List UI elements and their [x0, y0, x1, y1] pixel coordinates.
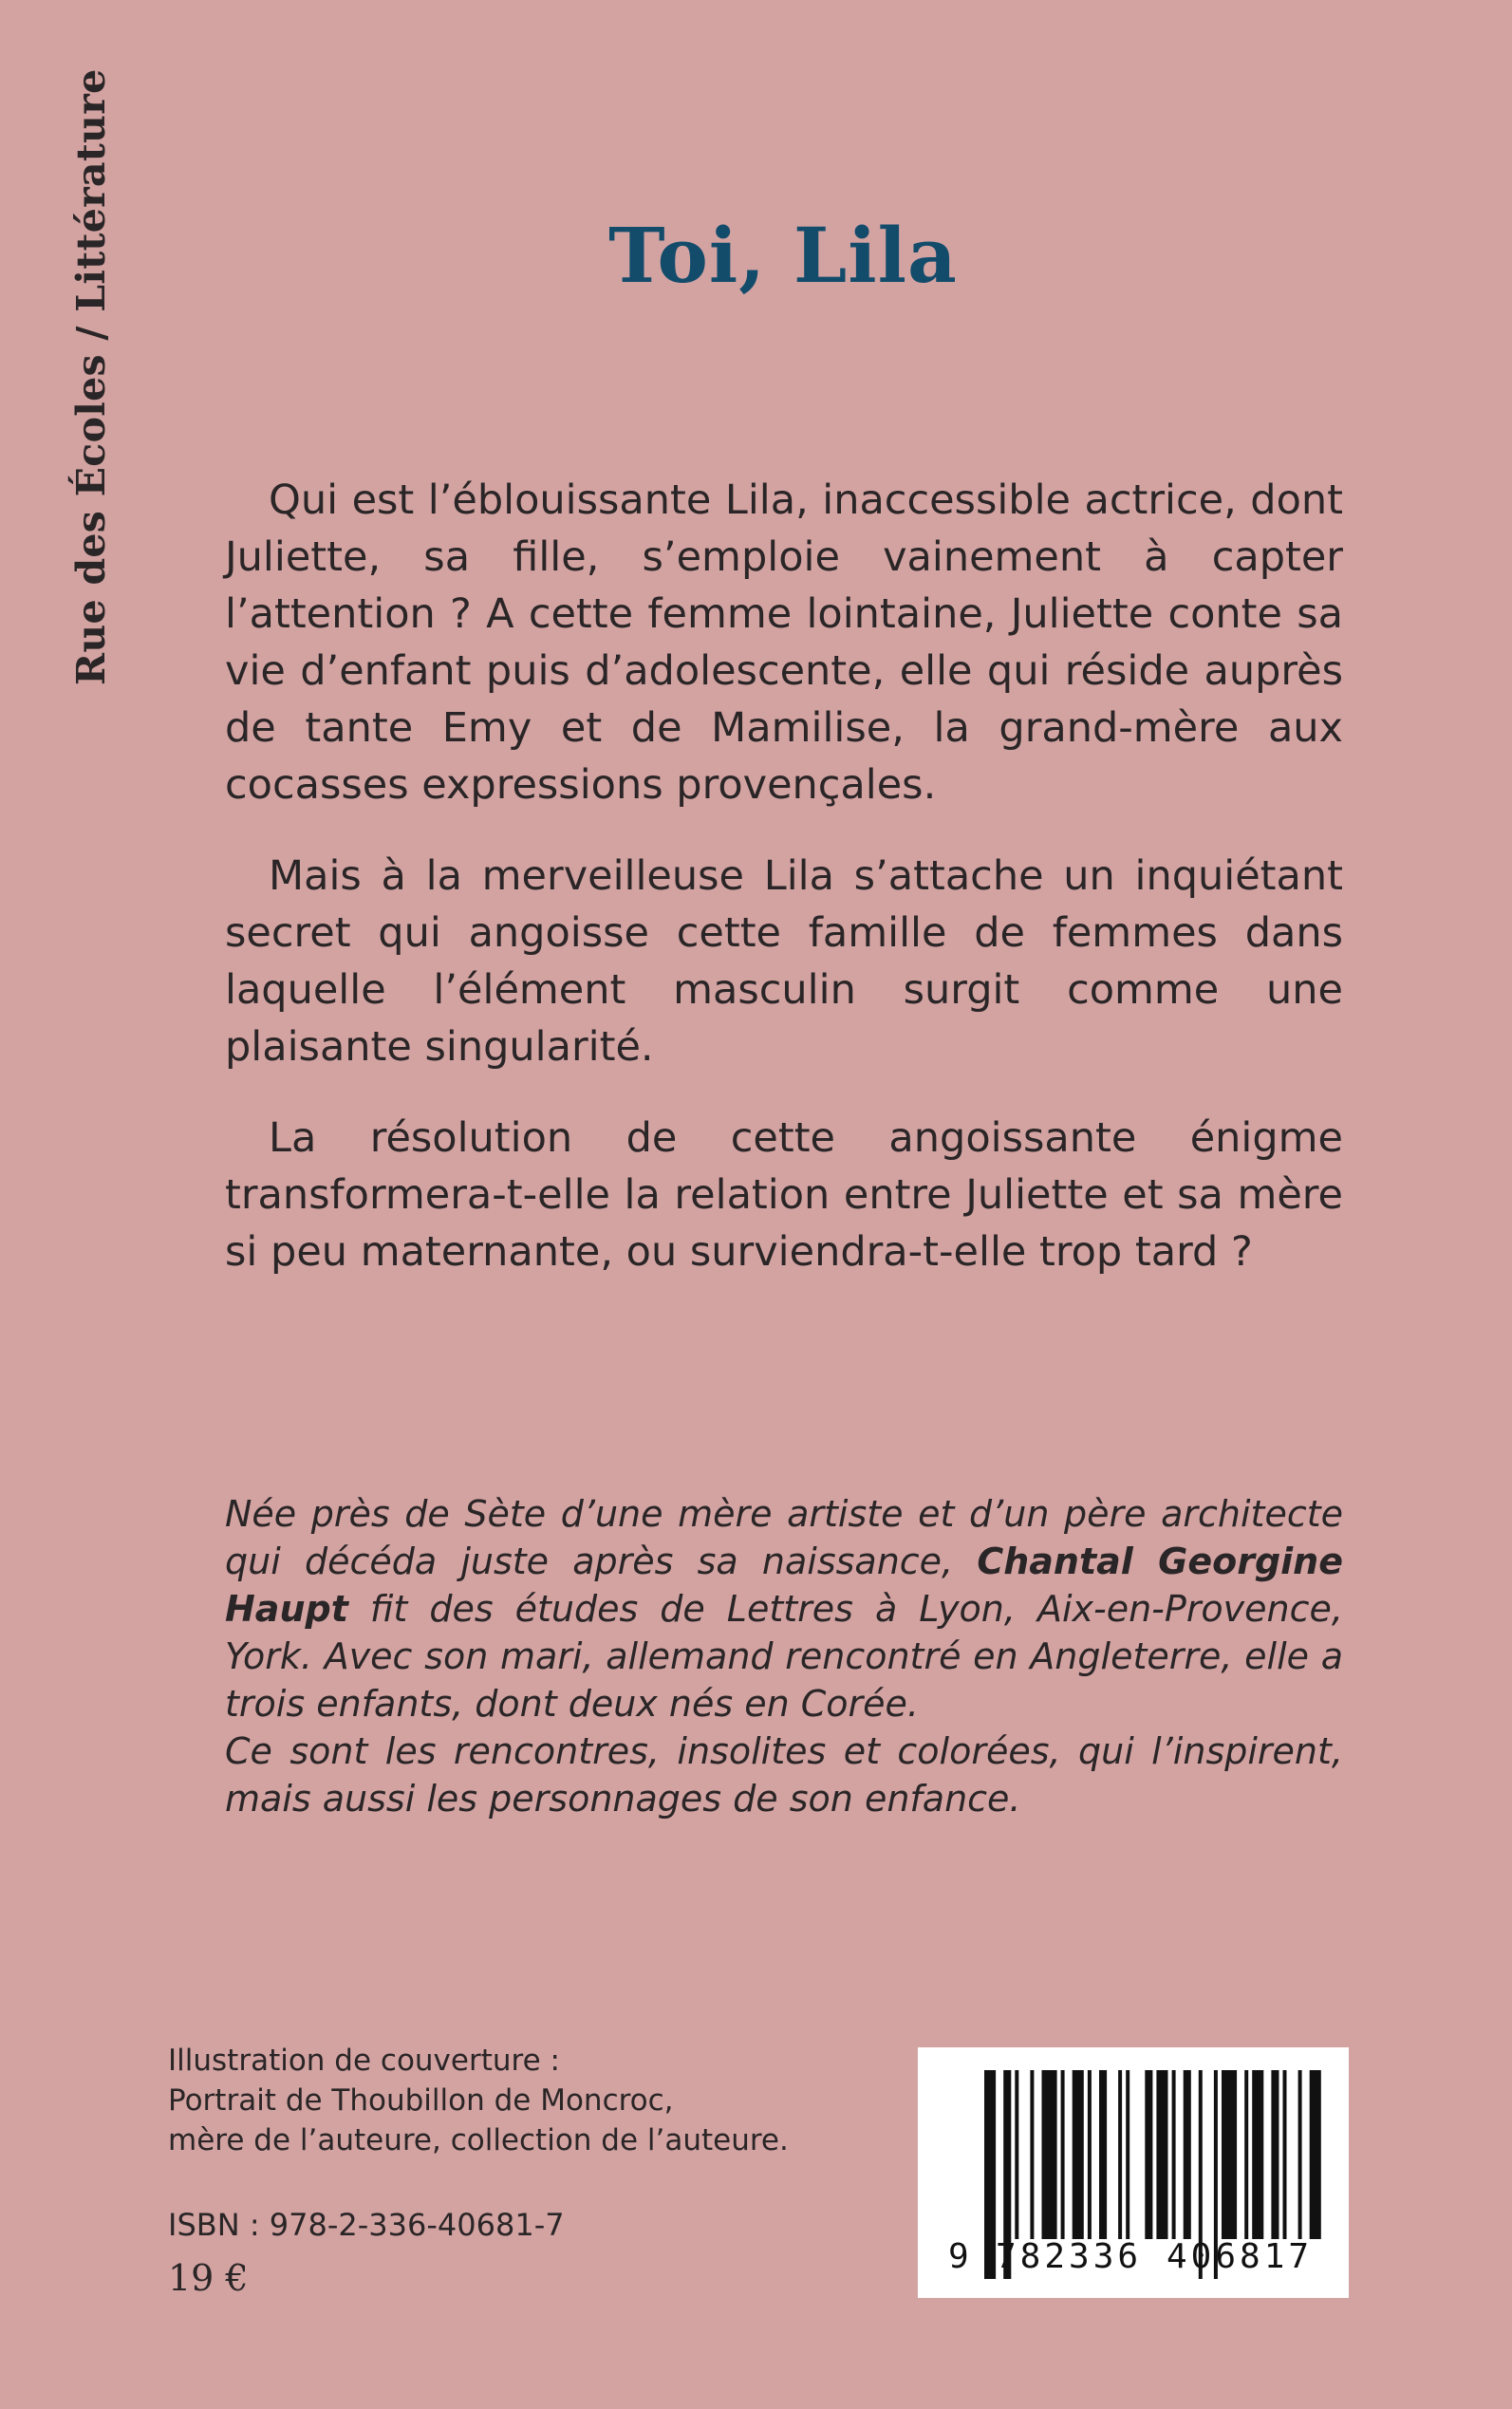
barcode-bar: [1156, 2070, 1167, 2239]
barcode-bar: [1118, 2070, 1122, 2239]
barcode-bar: [1015, 2070, 1018, 2239]
isbn-number: ISBN : 978-2-336-40681-7: [168, 2207, 565, 2243]
credit-line: mère de l’auteure, collection de l’auteure.: [168, 2123, 789, 2157]
barcode-bar: [1298, 2070, 1302, 2239]
barcode-bar: [1271, 2070, 1279, 2239]
bio-paragraph: [225, 1490, 1343, 1727]
barcode: [918, 2047, 1349, 2298]
barcode-bar: [1184, 2070, 1191, 2239]
barcode-bar: [1244, 2070, 1248, 2239]
barcode-group-right: 406817: [1167, 2237, 1314, 2276]
barcode-lead-digit: 9: [948, 2237, 969, 2276]
barcode-bar: [1030, 2070, 1034, 2239]
author-bio: [225, 1490, 1343, 1822]
bio-rest: fit des études de Lettres à Lyon, Aix-en-Provence, York. Avec son mari, allemand rencontré en Angleterre, elle a trois enfants, dont deux nés en Corée.: [225, 1588, 1343, 1725]
cover-illustration-credit: [168, 2041, 832, 2160]
spine-collection-label: Rue des Écoles / Littérature: [68, 68, 114, 685]
barcode-bar: [1061, 2070, 1065, 2239]
barcode-bar: [1073, 2070, 1084, 2239]
book-title: Toi, Lila: [608, 211, 958, 300]
credit-line: Portrait de Thoubillon de Moncroc,: [168, 2083, 674, 2118]
barcode-bar: [1088, 2070, 1092, 2239]
bio-intro: Née près de Sète d’une mère artiste et d’un père architecte qui décéda juste après sa naissance,: [225, 1493, 1343, 1582]
barcode-bar: [1283, 2070, 1287, 2239]
credit-line: Illustration de couverture :: [168, 2044, 560, 2078]
barcode-bar: [1042, 2070, 1057, 2239]
barcode-bar: [1310, 2070, 1321, 2239]
bio-closing: Ce sont les rencontres, insolites et colorées, qui l’inspirent, mais aussi les personnages de son enfance.: [225, 1730, 1343, 1820]
barcode-bar: [1099, 2070, 1107, 2239]
summary-paragraph: La résolution de cette angoissante énigme transformera-t-elle la relation entre Juliette et sa mère si peu maternante, ou surviendra-t-elle trop tard ?: [225, 1114, 1343, 1276]
barcode-digits: [948, 2237, 1328, 2276]
barcode-bar: [1172, 2070, 1176, 2239]
barcode-bar: [1126, 2070, 1129, 2239]
barcode-bar: [1222, 2070, 1237, 2239]
author-name: Chantal Georgine Haupt: [225, 1541, 1343, 1630]
price: 19 €: [168, 2257, 249, 2299]
barcode-group-left: 782336: [996, 2237, 1143, 2276]
barcode-bar: [1145, 2070, 1152, 2239]
summary-paragraph: Mais à la merveilleuse Lila s’attache un inquiétant secret qui angoisse cette famille de femmes dans laquelle l’élément masculin surgit comme une plaisante singularité.: [225, 852, 1343, 1071]
book-summary: [225, 472, 1343, 1315]
summary-paragraph: Qui est l’éblouissante Lila, inaccessible actrice, dont Juliette, sa fille, s’emploie vainement à capter l’attention ? A cette femme lointaine, Juliette conte sa vie d’enfant puis d’adolescente, elle qui réside auprès de tante Emy et de Mamilise, la grand-mère aux cocasses expressions provençales.: [225, 476, 1343, 809]
barcode-bar: [1252, 2070, 1263, 2239]
